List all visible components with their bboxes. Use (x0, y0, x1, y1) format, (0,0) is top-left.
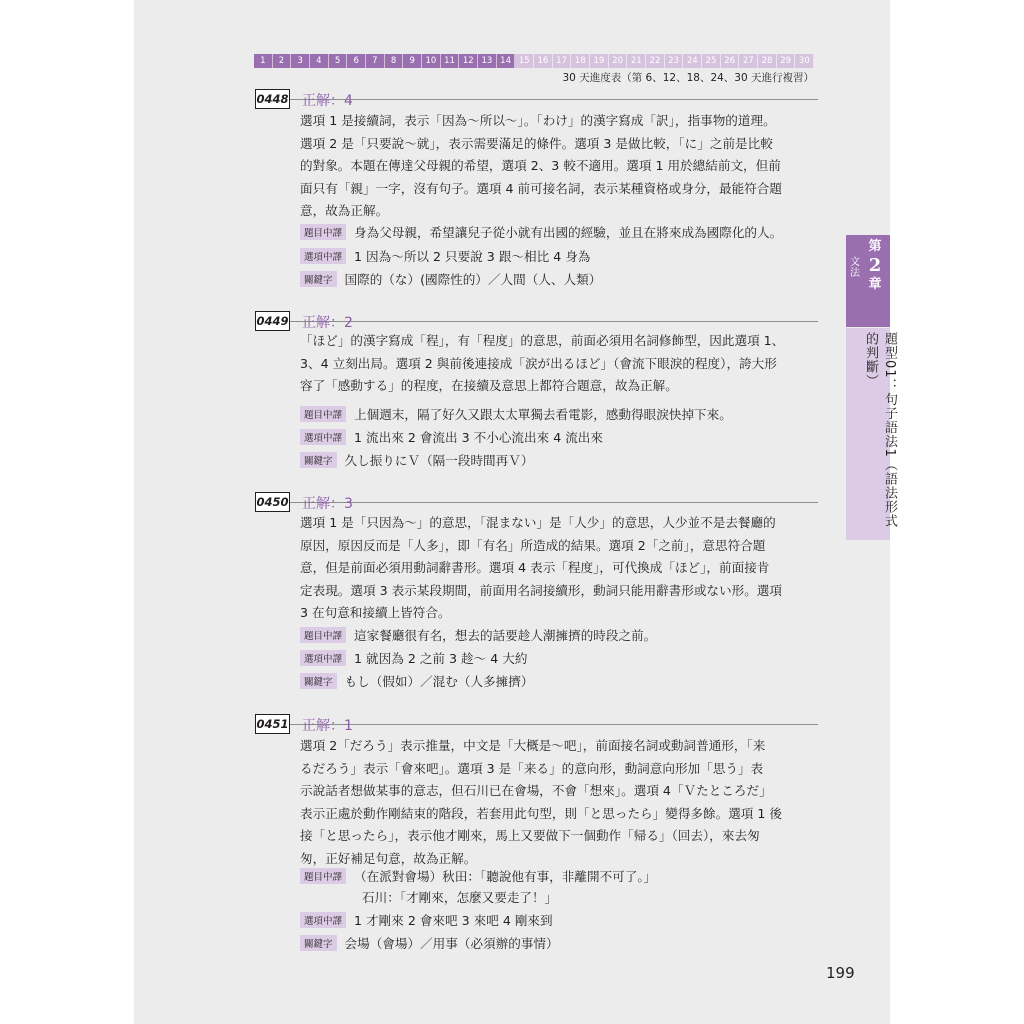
progress-day-cell: 2 (273, 54, 292, 68)
translation-tag: 題目中譯 (300, 868, 346, 884)
chapter-suffix: 章 (868, 277, 882, 292)
explanation-line: 示說話者想做某事的意志，但石川已在會場，不會「想來」。選項 4「Ｖたところだ」 (300, 783, 772, 798)
options-row (300, 648, 527, 667)
keyword-text: 国際的（な）(國際性的）／人間（人、人類） (344, 272, 602, 287)
progress-day-cell: 12 (459, 54, 478, 68)
progress-day-cell: 25 (702, 54, 721, 68)
explanation-line: 選項 2「だろう」表示推量，中文是「大概是～吧」，前面接名詞或動詞普通形，「来 (300, 738, 766, 753)
options-row (300, 246, 590, 265)
progress-day-cell: 30 (795, 54, 814, 68)
topic-title: 題型01：句子語法1（語法形式的判斷） (863, 332, 897, 528)
explanation-line: 意，故為正解。 (300, 203, 389, 218)
explanation-line: 選項 2 是「只要說～就」，表示需要滿足的條件。選項 3 是做比較，「に」之前是比較 (300, 135, 773, 151)
progress-day-cell: 17 (553, 54, 572, 68)
keyword-row (300, 671, 533, 690)
options-text: 1 因為～所以 2 只要說 3 跟～相比 4 身為 (354, 249, 591, 264)
chapter-prefix: 第 (868, 239, 882, 254)
explanation-line: 匆，正好補足句意，故為正解。 (300, 850, 477, 866)
progress-day-cell: 24 (683, 54, 702, 68)
progress-day-cell: 14 (497, 54, 516, 68)
progress-day-cell: 20 (609, 54, 628, 68)
correct-answer: 正解：2 (302, 315, 353, 331)
progress-day-cell: 19 (590, 54, 609, 68)
progress-day-cell: 10 (422, 54, 441, 68)
explanation-line: 接「と思ったら」，表示他才剛來，馬上又要做下一個動作「帰る」（回去），來去匆 (300, 828, 760, 843)
keyword-tag: 關鍵字 (300, 673, 337, 689)
explanation-line: 定表現。選項 3 表示某段期間，前面用名詞接續形，動詞只能用辭書形或ない形。選項 (300, 582, 782, 598)
progress-day-cell: 8 (385, 54, 404, 68)
progress-day-cell: 4 (310, 54, 329, 68)
explanation (300, 512, 820, 625)
progress-day-cell: 21 (627, 54, 646, 68)
options-text: 1 才剛來 2 會來吧 3 來吧 4 剛來到 (354, 913, 553, 928)
translation-tag: 題目中譯 (300, 627, 346, 643)
progress-day-cell: 3 (291, 54, 310, 68)
translation-text: 這家餐廳很有名，想去的話要趁人潮擁擠的時段之前。 (354, 628, 657, 643)
translation-row (300, 866, 656, 885)
keyword-row (300, 269, 601, 288)
progress-day-cell: 22 (646, 54, 665, 68)
translation-row (300, 404, 732, 423)
chapter-number: 2 (868, 255, 882, 276)
correct-answer: 正解：3 (302, 496, 353, 512)
keyword-tag: 關鍵字 (300, 271, 337, 287)
options-tag: 選項中譯 (300, 248, 346, 264)
translation-row (300, 625, 656, 644)
keyword-text: 会場（會場）／用事（必須辦的事情） (344, 936, 559, 951)
topic-tab (846, 328, 897, 540)
explanation (300, 735, 820, 870)
keyword-row (300, 933, 559, 952)
keyword-text: 久し振りにＶ（隔一段時間再Ｖ） (344, 453, 534, 468)
keyword-tag: 關鍵字 (300, 935, 337, 951)
explanation-line: 表示正處於動作剛結束的階段，若套用此句型，則「と思ったら」變得多餘。選項 1 後 (300, 805, 782, 821)
translation-text-line-2: 石川：「才剛來，怎麼又要走了！」 (362, 890, 558, 905)
options-text: 1 就因為 2 之前 3 趁～ 4 大約 (354, 651, 528, 666)
page-number: 199 (826, 964, 855, 982)
options-row (300, 427, 603, 446)
progress-day-cell: 16 (534, 54, 553, 68)
explanation-line: 容了「感動する」的程度，在接續及意思上都符合題意，故為正解。 (300, 378, 678, 393)
progress-day-cell: 5 (329, 54, 348, 68)
translation-row (300, 222, 782, 241)
translation-tag: 題目中譯 (300, 406, 346, 422)
translation-text: 上個週末，隔了好久又跟太太單獨去看電影，感動得眼淚快掉下來。 (354, 407, 732, 422)
progress-day-cell: 26 (721, 54, 740, 68)
explanation-line: 原因，原因反而是「人多」，即「有名」所造成的結果。選項 2「之前」，意思符合題 (300, 537, 766, 553)
question-number: 0448 (255, 89, 290, 109)
keyword-text: もし（假如）／混む（人多擁擠） (344, 674, 534, 689)
progress-day-cell: 18 (571, 54, 590, 68)
explanation-line: 面只有「親」一字，沒有句子。選項 4 前可接名詞，表示某種資格或身分，最能符合題 (300, 180, 782, 196)
progress-day-cell: 11 (441, 54, 460, 68)
options-tag: 選項中譯 (300, 429, 346, 445)
explanation-line: るだろう」表示「會來吧」。選項 3 是「来る」的意向形，動詞意向形加「思う」表 (300, 760, 764, 776)
progress-caption: 30 天進度表（第 6、12、18、24、30 天進行複習） (562, 72, 814, 84)
explanation-line: 選項 1 是接續詞，表示「因為～所以～」。「わけ」的漢字寫成「訳」，指事物的道理。 (300, 113, 776, 128)
progress-day-cell: 27 (739, 54, 758, 68)
chapter-tab (846, 235, 890, 327)
progress-day-cell: 9 (403, 54, 422, 68)
question-divider (290, 321, 818, 322)
question-divider (290, 724, 818, 725)
chapter-label (862, 239, 888, 293)
explanation (300, 110, 820, 223)
progress-day-cell: 7 (366, 54, 385, 68)
progress-day-cell: 1 (254, 54, 273, 68)
question-number: 0450 (255, 492, 290, 512)
options-text: 1 流出來 2 會流出 3 不小心流出來 4 流出來 (354, 430, 603, 445)
progress-day-cell: 13 (478, 54, 497, 68)
progress-day-cell: 29 (777, 54, 796, 68)
progress-day-cell: 28 (758, 54, 777, 68)
explanation-line: 的對象。本題在傳達父母親的希望，選項 2、3 較不適用。選項 1 用於總結前文，但前 (300, 158, 781, 173)
progress-day-cell: 6 (347, 54, 366, 68)
keyword-tag: 關鍵字 (300, 452, 337, 468)
progress-day-cell: 15 (515, 54, 534, 68)
question-divider (290, 502, 818, 503)
question-divider (290, 99, 818, 100)
explanation-line: 「ほど」的漢字寫成「程」，有「程度」的意思，前面必須用名詞修飾型，因此選項 1、 (300, 333, 785, 348)
keyword-row (300, 450, 533, 469)
explanation-line: 意，但是前面必須用動詞辭書形。選項 4 表示「程度」，可代換成「ほど」，前面接肯 (300, 560, 770, 575)
question-number: 0451 (255, 714, 290, 734)
correct-answer: 正解：4 (302, 93, 353, 109)
progress-tracker (254, 54, 814, 68)
translation-text: （在派對會場）秋田：「聽說他有事，非離開不可了。」 (354, 869, 657, 884)
question-number: 0449 (255, 311, 290, 331)
explanation-line: 選項 1 是「只因為～」的意思，「混まない」是「人少」的意思，人少並不是去餐廳的 (300, 515, 776, 530)
section-label: 文法 (850, 257, 860, 279)
progress-day-cell: 23 (665, 54, 684, 68)
options-row (300, 910, 553, 929)
options-tag: 選項中譯 (300, 912, 346, 928)
correct-answer: 正解：1 (302, 718, 353, 734)
explanation-line: 3 在句意和接續上皆符合。 (300, 605, 451, 620)
translation-tag: 題目中譯 (300, 224, 346, 240)
translation-text: 身為父母親，希望讓兒子從小就有出國的經驗，並且在將來成為國際化的人。 (354, 225, 783, 240)
explanation-line: 3、4 立刻出局。選項 2 與前後連接成「涙が出るほど」（會流下眼淚的程度），誇大形 (300, 355, 777, 371)
options-tag: 選項中譯 (300, 650, 346, 666)
explanation (300, 330, 820, 398)
